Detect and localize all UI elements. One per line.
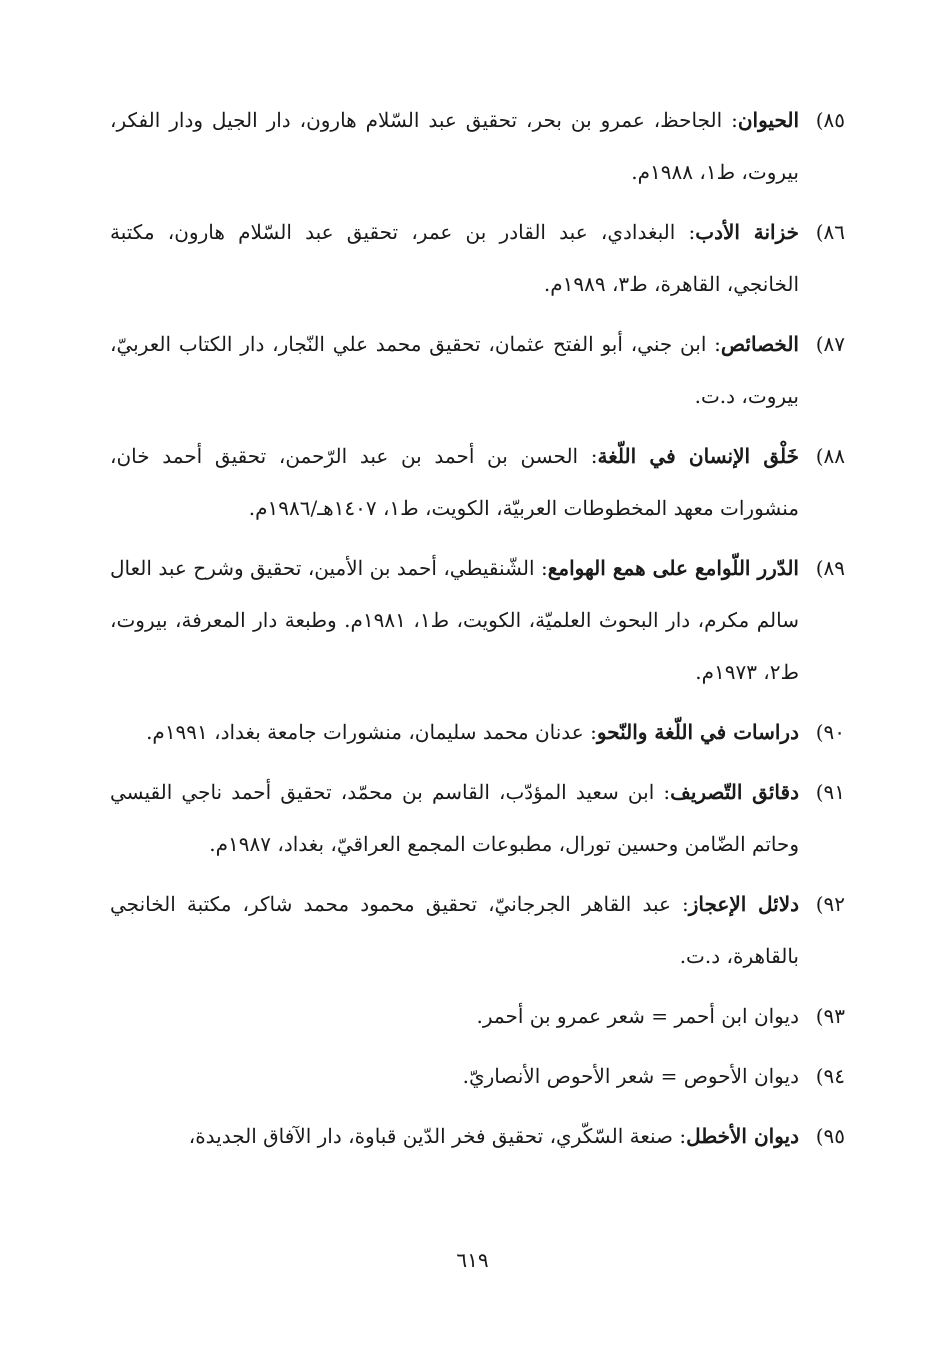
entry-title: ديوان الأخطل [686, 1124, 799, 1148]
entry-details: : عبد القاهر الجرجانيّ، تحقيق محمود محمد شاكر، مكتبة الخانجي بالقاهرة، د.ت. [110, 892, 799, 968]
entry-details: : الجاحظ، عمرو بن بحر، تحقيق عبد السّلام هارون، دار الجيل ودار الفكر، بيروت، ط١، ١٩٨٨م. [110, 108, 799, 184]
bibliography-entry [110, 318, 845, 422]
bibliography-entry [110, 766, 845, 870]
page-number: ٦١٩ [456, 1248, 489, 1272]
entry-details: : البغدادي، عبد القادر بن عمر، تحقيق عبد السّلام هارون، مكتبة الخانجي، القاهرة، ط٣، ١٩٨٩م. [110, 220, 799, 296]
bibliography-entry [110, 1050, 845, 1102]
entry-number: ٩١) [815, 780, 845, 804]
entry-number: ٨٨) [815, 444, 845, 468]
entry-number: ٨٦) [815, 220, 845, 244]
bibliography-entry [110, 990, 845, 1042]
entry-number: ٩٠) [815, 720, 845, 744]
entry-title: دلائل الإعجاز [688, 892, 800, 916]
entry-details: : عدنان محمد سليمان، منشورات جامعة بغداد، ١٩٩١م. [146, 720, 597, 744]
entry-title: الدّرر اللّوامع على همع الهوامع [547, 556, 799, 580]
entry-details: : صنعة السّكّري، تحقيق فخر الدّين قباوة، دار الآفاق الجديدة، [188, 1124, 687, 1148]
bibliography-entry [110, 206, 845, 310]
entry-details: : الشّنقيطي، أحمد بن الأمين، تحقيق وشرح عبد العال سالم مكرم، دار البحوث العلميّة، الكويت، ط١، ١٩٨١م. وطبعة دار المعرفة، بيروت، ط٢، ١٩٧٣م. [110, 556, 799, 684]
bibliography-entry [110, 94, 845, 198]
entry-title: دقائق التّصريف [670, 780, 799, 804]
bibliography-entry [110, 430, 845, 534]
entry-number: ٩٥) [815, 1124, 845, 1148]
bibliography-entry [110, 878, 845, 982]
bibliography-entry [110, 542, 845, 698]
entry-title: دراسات في اللّغة والنّحو [596, 720, 799, 744]
entry-number: ٨٧) [815, 332, 845, 356]
entry-details: : الحسن بن أحمد بن عبد الرّحمن، تحقيق أحمد خان، منشورات معهد المخطوطات العربيّة، الكويت، ط١، ١٤٠٧هـ/١٩٨٦م. [110, 444, 799, 520]
entry-number: ٩٣) [815, 1004, 845, 1028]
bibliography-entry [110, 706, 845, 758]
entry-number: ٩٤) [815, 1064, 845, 1088]
entry-number: ٩٢) [815, 892, 845, 916]
entry-title: الخصائص [720, 332, 799, 356]
bibliography-entry [110, 1110, 845, 1162]
entry-details: : ابن سعيد المؤدّب، القاسم بن محمّد، تحقيق أحمد ناجي القيسي وحاتم الضّامن وحسين تورال، مطبوعات المجمع العراقيّ، بغداد، ١٩٨٧م. [110, 780, 799, 856]
entry-title: خَلْق الإنسان في اللّغة [597, 444, 799, 468]
entry-title: خزانة الأدب [695, 220, 799, 244]
entry-number: ٨٥) [815, 108, 845, 132]
bibliography-list [110, 94, 845, 1170]
entry-details: ديوان الأحوص = شعر الأحوص الأنصاريّ. [462, 1064, 799, 1088]
entry-details: ديوان ابن أحمر = شعر عمرو بن أحمر. [476, 1004, 799, 1028]
entry-details: : ابن جني، أبو الفتح عثمان، تحقيق محمد علي النّجار، دار الكتاب العربيّ، بيروت، د.ت. [110, 332, 799, 408]
entry-number: ٨٩) [815, 556, 845, 580]
entry-title: الحيوان [737, 108, 799, 132]
